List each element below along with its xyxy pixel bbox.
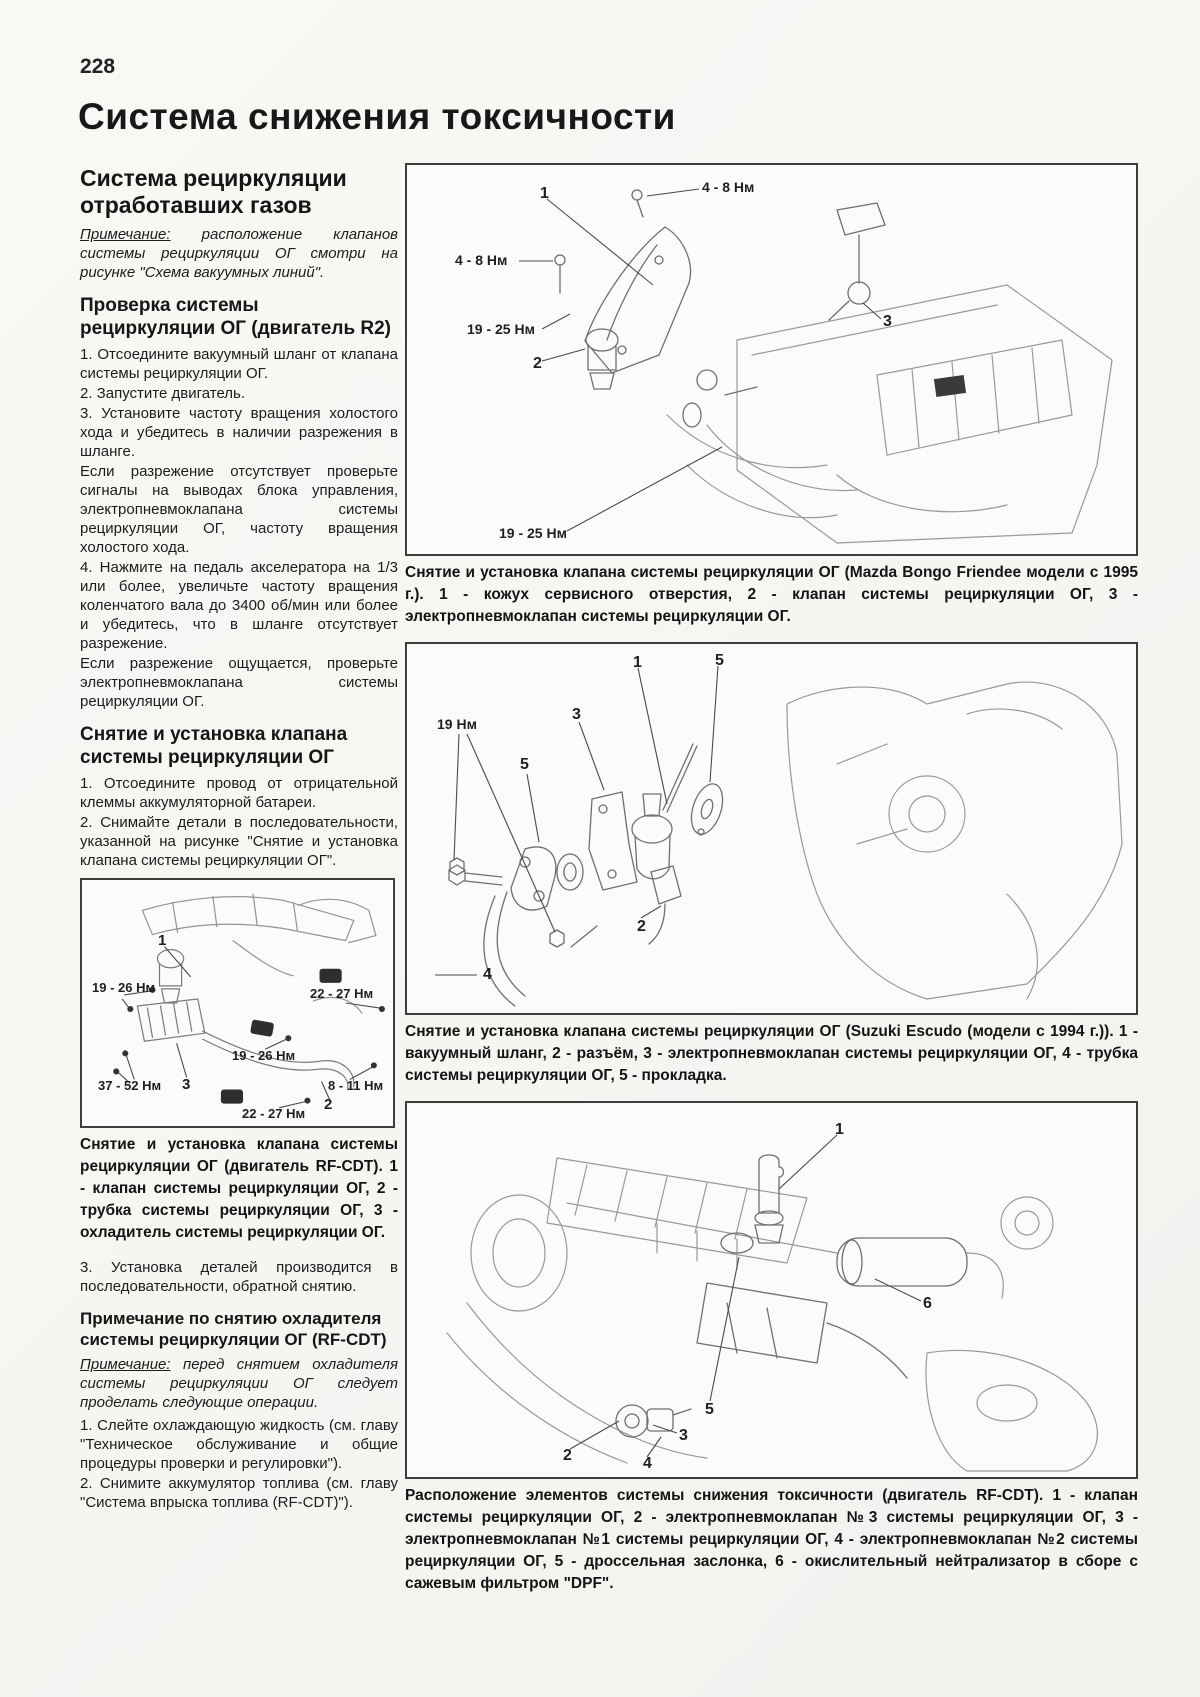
paragraph: 1. Слейте охлаждающую жидкость (см. главу "Техническое обслуживание и общие процедуры проверки и регулировки").: [80, 1417, 398, 1472]
paragraph: 3. Установите частоту вращения холостого хода и убедитесь в наличии разрежения в шланге.: [80, 405, 398, 460]
part-number-label: 3: [679, 1427, 688, 1444]
torque-label: 19 - 26 Нм: [232, 1048, 296, 1063]
part-number-label: 6: [923, 1295, 932, 1312]
note-label: Примечание:: [80, 1356, 171, 1373]
torque-label: 4 - 8 Нм: [455, 252, 508, 268]
part-number-label: 1: [633, 654, 642, 671]
figure-caption-mazda: Снятие и установка клапана системы рециркуляции ОГ (Mazda Bongo Friendee модели с 1995 г.). 1 - кожух сервисного отверстия, 2 - клапан системы рециркуляции ОГ, 3 - электропневмоклапан системы рециркуляции ОГ.: [405, 564, 1138, 625]
rfcdt-diagram-art: [407, 1103, 1136, 1477]
paragraph: 3. Установка деталей производится в последовательности, обратной снятию.: [80, 1259, 398, 1295]
note-label: Примечание:: [80, 226, 171, 243]
page-title: Система снижения токсичности: [78, 96, 676, 137]
part-number-label: 4: [643, 1455, 652, 1472]
part-number-label: 2: [563, 1447, 572, 1464]
torque-label: 8 - 11 Нм: [328, 1078, 384, 1093]
figure-caption-rfcdt: Расположение элементов системы снижения токсичности (двигатель RF-CDT). 1 - клапан системы рециркуляции ОГ, 2 - электропневмоклапан №3 системы рециркуляции ОГ, 3 - электропневмоклапан №1 системы рециркуляции ОГ, 4 - электропневмоклапан №2 системы рециркуляции ОГ, 5 - дроссельная заслонка, 6 - окислительный нейтрализатор в сборе с сажевым фильтром "DPF".: [405, 1487, 1138, 1592]
page-number: 228: [80, 55, 116, 78]
note-text: перед снятием охладителя системы рециркуляции ОГ следует проделать следующие операции.: [80, 1356, 398, 1411]
part-number-label: 5: [705, 1401, 714, 1418]
paragraph: 2. Снимайте детали в последовательности, указанной на рисунке "Снятие и установка клапана системы рециркуляции ОГ".: [80, 814, 398, 869]
torque-label: 22 - 27 Нм: [242, 1106, 306, 1121]
torque-label: 19 - 26 Нм: [92, 980, 156, 995]
left-column: [80, 165, 398, 1513]
part-number-label: 3: [572, 706, 581, 723]
figure-caption-suzuki: Снятие и установка клапана системы рециркуляции ОГ (Suzuki Escudo (модели с 1994 г.)). 1 - вакуумный шланг, 2 - разъём, 3 - электропневмоклапан системы рециркуляции ОГ, 4 - трубка системы рециркуляции ОГ, 5 - прокладка.: [405, 1023, 1138, 1084]
figure-caption-egr-rfcdt: Снятие и установка клапана системы рециркуляции ОГ (двигатель RF-CDT). 1 - клапан системы рециркуляции ОГ, 2 - трубка системы рециркуляции ОГ, 3 - охладитель системы рециркуляции ОГ.: [80, 1136, 398, 1241]
note-cooler: [80, 1355, 398, 1412]
paragraph: 2. Запустите двигатель.: [80, 385, 246, 402]
right-column: [405, 163, 1138, 1609]
note-egr-location: [80, 225, 398, 282]
part-number-label: 1: [158, 932, 167, 949]
figure-mazda-bongo: [405, 163, 1138, 556]
section-heading-egr-system: Система рециркуляции отработавших газов: [80, 165, 347, 218]
section-heading-egr-check: Проверка системы рециркуляции ОГ (двигатель R2): [80, 295, 392, 339]
egr-check-steps: [80, 345, 398, 711]
torque-label: 22 - 27 Нм: [310, 986, 374, 1001]
cooler-steps: [80, 1416, 398, 1512]
part-number-label: 2: [533, 355, 542, 372]
paragraph: 4. Нажмите на педаль акселератора на 1/3 или более, увеличьте частоту вращения коленчатого вала до 3400 об/мин или более и убедитесь, что в шланге отсутствует разрежение.: [80, 559, 398, 652]
section-heading-cooler-note: Примечание по снятию охладителя системы рециркуляции ОГ (RF-CDT): [80, 1309, 387, 1349]
part-number-label: 5: [715, 652, 724, 669]
figure-suzuki-escudo: [405, 642, 1138, 1015]
paragraph: 1. Отсоедините вакуумный шланг от клапана системы рециркуляции ОГ.: [80, 346, 398, 382]
paragraph: 1. Отсоедините провод от отрицательной клеммы аккумуляторной батареи.: [80, 775, 398, 811]
figure-rfcdt-layout: [405, 1101, 1138, 1479]
section-heading-egr-remove: Снятие и установка клапана системы рециркуляции ОГ: [80, 724, 348, 768]
paragraph: 2. Снимите аккумулятор топлива (см. главу "Система впрыска топлива (RF-CDT)").: [80, 1475, 398, 1511]
egr-remove-steps: [80, 774, 398, 870]
torque-label: 4 - 8 Нм: [702, 179, 755, 195]
part-number-label: 1: [540, 185, 549, 202]
mazda-diagram-art: [407, 165, 1136, 554]
suzuki-diagram-art: [407, 644, 1136, 1013]
paragraph: Если разрежение ощущается, проверьте электропневмоклапана системы рециркуляции ОГ.: [80, 655, 398, 710]
part-number-label: 5: [520, 756, 529, 773]
torque-label: 19 - 25 Нм: [499, 525, 567, 541]
part-number-label: 3: [883, 313, 892, 330]
part-number-label: 1: [835, 1121, 844, 1138]
torque-label: 37 - 52 Нм: [98, 1078, 162, 1093]
part-number-label: 4: [483, 966, 492, 983]
part-number-label: 2: [324, 1096, 333, 1113]
note-text: расположение клапанов системы рециркуляции ОГ смотри на рисунке "Схема вакуумных линий".: [80, 226, 398, 281]
torque-label: 19 Нм: [437, 716, 477, 732]
part-number-label: 2: [637, 918, 646, 935]
figure-egr-rfcdt: [80, 878, 395, 1128]
torque-label: 19 - 25 Нм: [467, 321, 535, 337]
part-number-label: 3: [182, 1076, 191, 1093]
paragraph: Если разрежение отсутствует проверьте сигналы на выводах блока управления, электропневмоклапана системы рециркуляции ОГ, частоту вращения холостого хода.: [80, 463, 398, 556]
